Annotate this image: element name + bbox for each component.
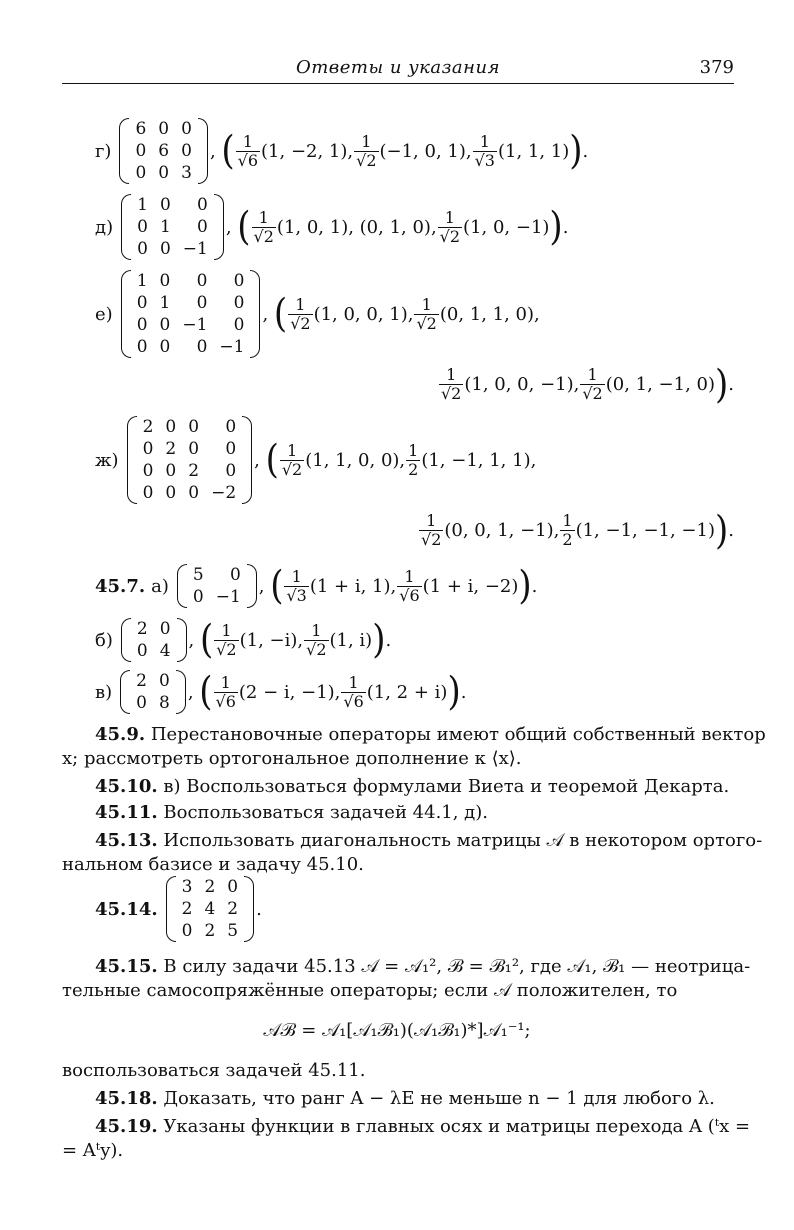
vector: (2 − i, −1), [238,681,341,703]
problem-45-15-line3: воспользоваться задачей 45.11. [62,1060,366,1081]
problem-45-19-line1: 45.19. Указаны функции в главных осях и матрицы перехода A (ᵗx = [95,1116,751,1137]
problem-45-13-line1: 45.13. Использовать диагональность матрицы 𝒜 в некотором ортого- [95,830,763,851]
vector: (1, i) [329,629,373,651]
answer-g: г) 6 0 0 0 6 0 0 0 3 , ( $\frac{1}{√6}$ (1, −2, 1), $\frac{1}{√2}$ (−1, 0, 1), $\frac{1}{√3}$ (1, 1, 1) ) . [95,119,589,183]
matrix-d: 1 0 0 0 1 0 0 0 −1 [121,194,224,260]
vector: (1, 0, 1), (0, 1, 0), [276,216,437,238]
matrix-45-14: 3 2 0 2 4 2 0 2 5 [166,876,254,942]
problem-45-7: 45.7. а) 5 0 0 −1 , ( $\frac{1}{√3}$ (1 + i, 1), $\frac{1}{√6}$ (1 + i, −2) ) . [95,563,538,609]
vector: (1, −1, −1, −1) [575,520,715,541]
matrix-zh: 2 0 0 0 0 2 0 0 0 0 2 0 0 0 0 −2 [127,416,253,504]
vector: (−1, 0, 1), [379,140,472,162]
answer-d: д) 1 0 0 0 1 0 0 0 −1 , ( $\frac{1}{√2}$ (1, 0, 1), (0, 1, 0), $\frac{1}{√2}$ (1, 0, −1) ) . [95,195,569,259]
matrix-45-7b: 2 0 0 4 [121,618,187,662]
vector: (1, 2 + i) [366,681,448,703]
problem-45-7v: в) 2 0 0 8 , ( $\frac{1}{√6}$ (2 − i, −1), $\frac{1}{√6}$ (1, 2 + i) ) . [95,669,467,715]
equation: 𝒜ℬ = 𝒜₁[𝒜₁ℬ₁)(𝒜₁ℬ₁)*]𝒜₁⁻¹; [263,1020,531,1041]
problem-45-11: 45.11. Воспользоваться задачей 44.1, д). [95,802,489,823]
running-header [62,55,734,84]
vector: (0, 1, 1, 0), [439,303,540,325]
problem-45-14: 45.14. 3 2 0 2 4 2 0 2 5 . [95,877,262,941]
problem-45-15-line1: 45.15. В силу задачи 45.13 𝒜 = 𝒜₁², ℬ = ℬ₁², где 𝒜₁, ℬ₁ — неотрица- [95,956,751,977]
vector: (0, 0, 1, −1), [444,520,560,541]
vector: (0, 1, −1, 0) [605,374,715,395]
answer-e: е) 1 0 0 0 0 1 0 0 0 0 −1 0 0 0 0 −1 , ( $\frac{1}{√2}$ (1, 0, 0, 1), $\frac{1}{√2}$ (0, 1, 1, 0), [95,271,540,357]
vector: (1 + i, −2) [422,575,519,597]
page-number: 379 [699,57,734,78]
problem-45-10: 45.10. в) Воспользоваться формулами Виета и теоремой Декарта. [95,776,730,797]
problem-45-19-line2: = Aᵗy). [62,1140,124,1161]
vector: (1, −1, 1, 1), [421,449,537,471]
vector: (1, 1, 1) [497,140,570,162]
problem-45-18: 45.18. Доказать, что ранг A − λE не меньше n − 1 для любого λ. [95,1088,715,1109]
vector: (1, 1, 0, 0), [305,449,406,471]
vector: (1 + i, 1), [309,575,397,597]
vector: (1, −i), [239,629,304,651]
problem-number: 45.7. [95,575,146,597]
vector: (1, 0, 0, −1), [464,374,580,395]
vector: (1, −2, 1), [261,140,354,162]
matrix-g: 6 0 0 0 6 0 0 0 3 [119,118,207,184]
problem-45-7b: б) 2 0 0 4 , ( $\frac{1}{√2}$ (1, −i), $\frac{1}{√2}$ (1, i) ) . [95,617,392,663]
matrix-e: 1 0 0 0 0 1 0 0 0 0 −1 0 0 0 0 −1 [121,270,261,358]
answer-zh: ж) 2 0 0 0 0 2 0 0 0 0 2 0 0 0 0 −2 , ( $\frac{1}{√2}$ (1, 1, 0, 0), $\frac{1}{2}$ (1, −1, 1, 1), [95,417,537,503]
problem-45-9-line1: 45.9. Перестановочные операторы имеют общий собственный вектор [95,724,766,745]
problem-45-15-line2: тельные самосопряжённые операторы; если 𝒜 положителен, то [62,980,678,1001]
matrix-45-7a: 5 0 0 −1 [177,564,257,608]
header-title: Ответы и указания [295,57,501,78]
vector: (1, 0, −1) [463,216,550,238]
item-label: г) [95,140,112,162]
problem-45-13-line2: нальном базисе и задачу 45.10. [62,854,364,875]
problem-45-9-line2: x; рассмотреть ортогональное дополнение к ⟨x⟩. [62,748,522,769]
matrix-45-7v: 2 0 0 8 [120,670,186,714]
answer-zh-cont: $\frac{1}{√2}$ (0, 0, 1, −1), $\frac{1}{2}$ (1, −1, −1, −1) ) . [421,507,734,554]
vector: (1, 0, 0, 1), [313,303,414,325]
fraction: $\frac{1}{√6}$ [237,131,259,170]
answer-e-cont: $\frac{1}{√2}$ (1, 0, 0, −1), $\frac{1}{√2}$ (0, 1, −1, 0) ) . [440,361,734,408]
